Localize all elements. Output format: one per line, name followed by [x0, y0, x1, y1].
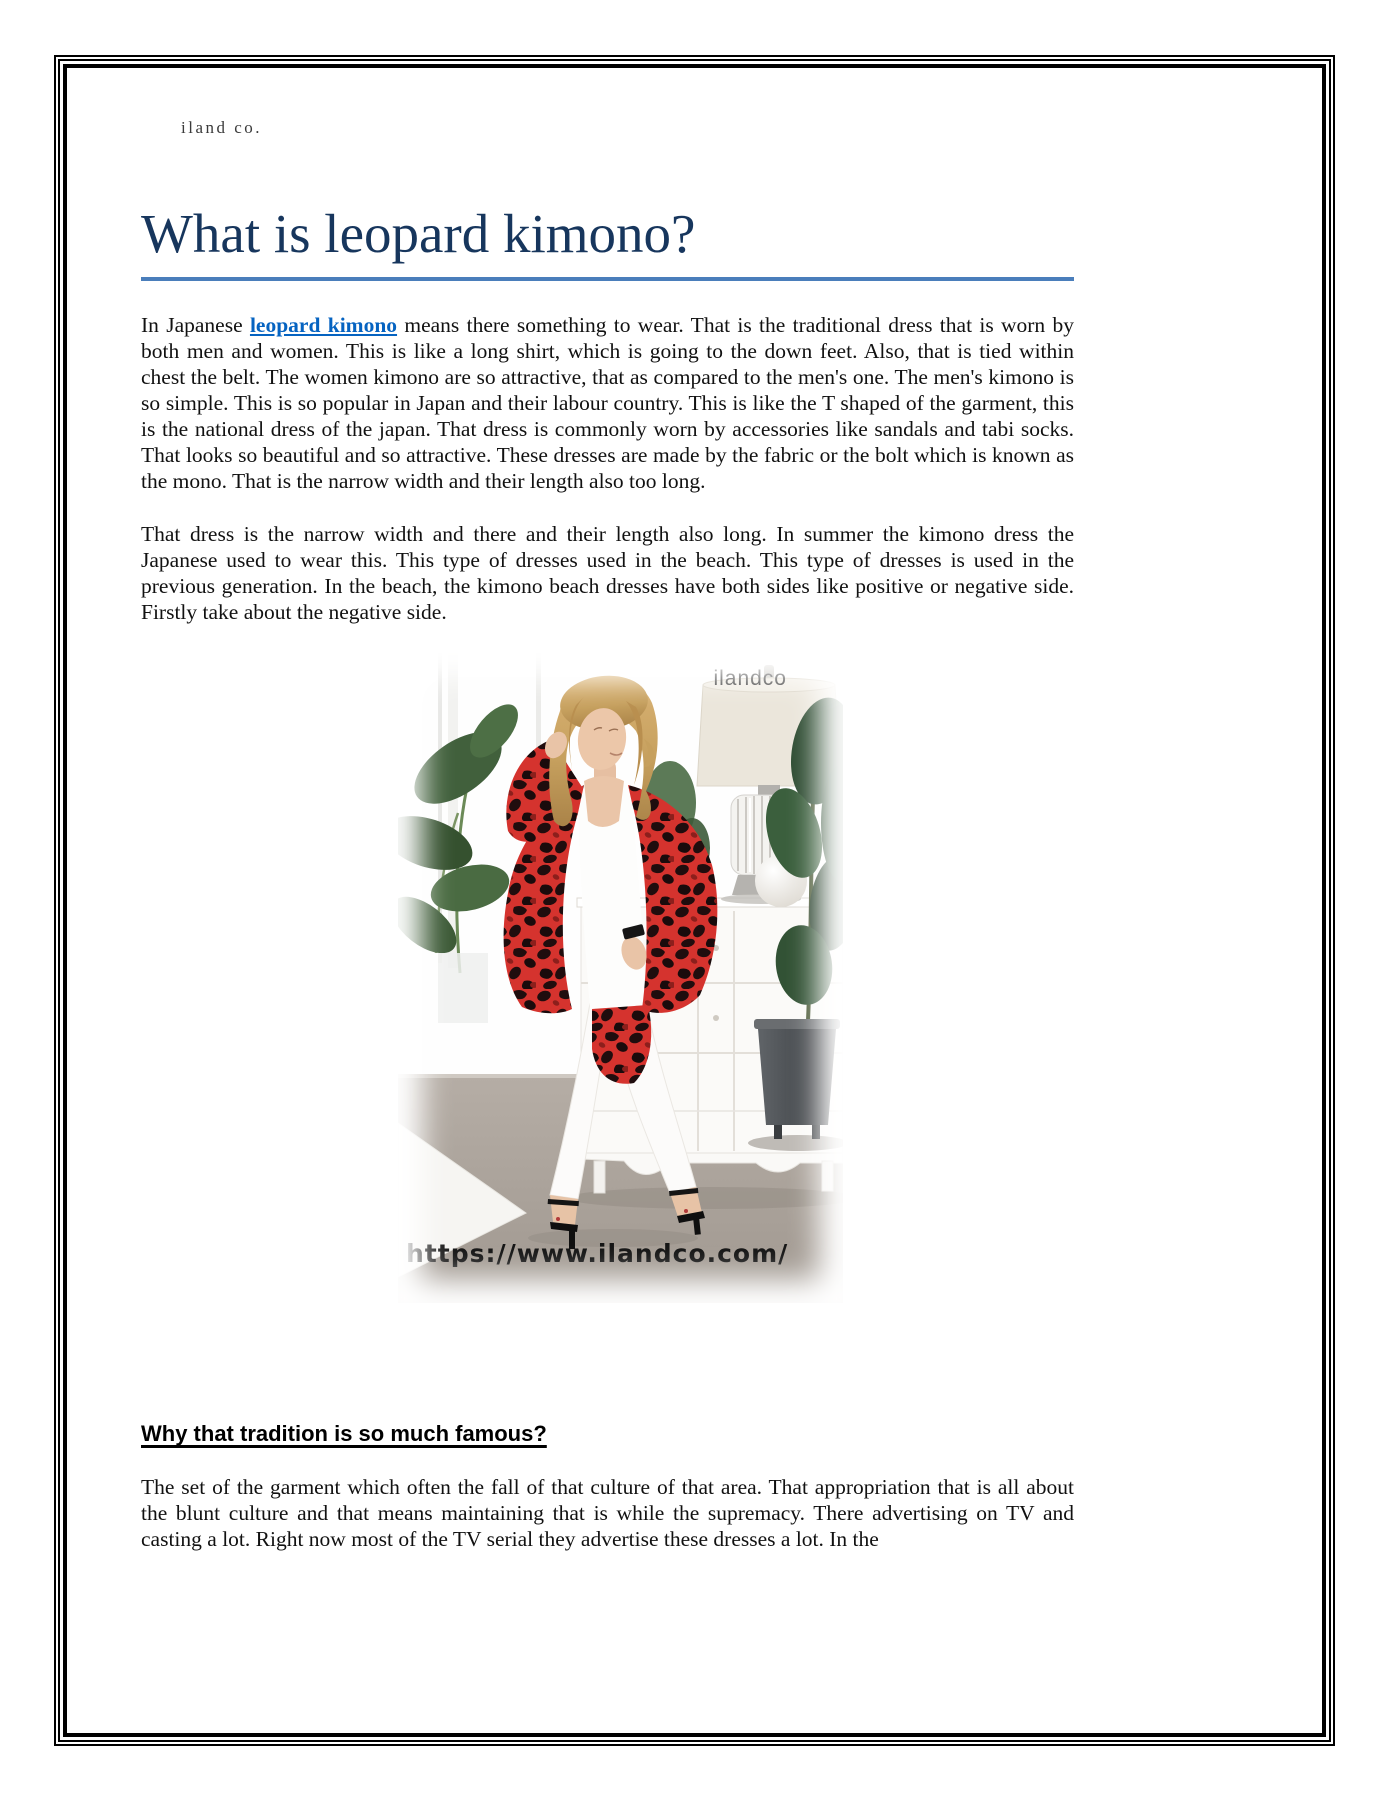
hero-image — [398, 653, 843, 1303]
intro-paragraph — [141, 312, 1074, 494]
third-paragraph: The set of the garment which often the fall of that culture of that area. That appropriation that is all about the blunt culture and that means maintaining that is while the supremacy. There advertising on TV and casting a lot. Right now most of the TV serial they advertise these dresses a lot. In the — [141, 1475, 1074, 1552]
kimono-photo-illustration — [398, 653, 843, 1303]
leopard-kimono-link[interactable]: leopard kimono — [249, 313, 398, 338]
company-logo-text: iland co. — [181, 118, 263, 137]
section-heading: Why that tradition is so much famous? — [141, 1421, 547, 1447]
second-paragraph: That dress is the narrow width and there and their length also long. In summer the kimono dress the Japanese used to wear this. This type of dresses used in the beach. This type of dresses is used in the previous generation. In the beach, the kimono beach dresses have both sides like positive or negative side. Firstly take about the negative side. — [141, 522, 1074, 625]
page-content — [67, 68, 1322, 1733]
page-border-inner — [63, 64, 1326, 1737]
intro-text-after-link: means there something to wear. That is the traditional dress that is worn by both men and women. This is like a long shirt, which is going to the down feet. Also, that is tied within chest the belt. The women kimono are so attractive, that as compared to the men's one. The men's kimono is so simple. This is so popular in Japan and their labour country. This is like the T shaped of the garment, this is the national dress of the japan. That dress is commonly worn by accessories like sandals and tabi socks. That looks so beautiful and so attractive. These dresses are made by the fabric or the bolt which is known as the mono. That is the narrow width and their length also too long. — [141, 313, 1074, 494]
page-border-middle — [58, 59, 1331, 1742]
image-watermark: ilandco — [713, 667, 787, 691]
image-url-caption: https://www.ilandco.com/ — [406, 1239, 789, 1269]
page-border-outer — [54, 55, 1335, 1746]
page-title: What is leopard kimono? — [141, 202, 1074, 281]
intro-text-before-link: In Japanese — [141, 313, 250, 338]
